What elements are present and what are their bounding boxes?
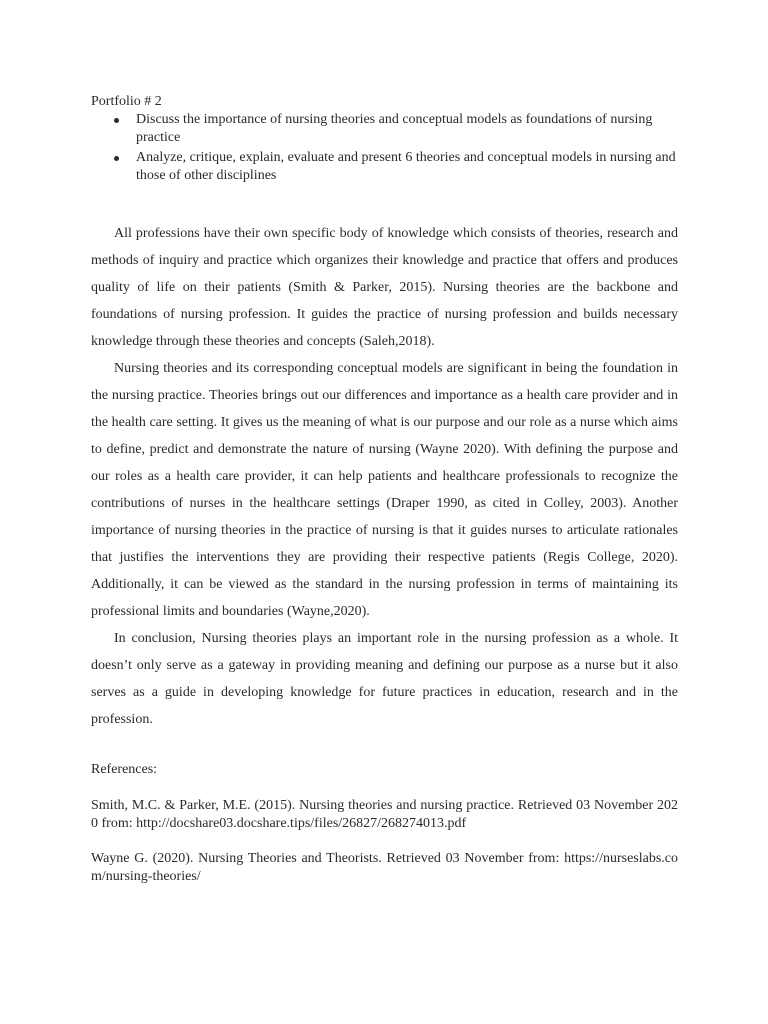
references-heading: References: <box>91 762 158 777</box>
task-list-item <box>91 111 678 147</box>
essay-body <box>91 220 678 733</box>
paragraph-introduction: All professions have their own specific body of knowledge which consists of theories, research and methods of inquiry and practice which organizes their knowledge and practice that offers and produces quality of life on their patients (Smith & Parker, 2015). Nursing theories are the backbone and foundations of nursing profession. It guides the practice of nursing profession and builds necessary knowledge through these theories and concepts (Saleh,2018). <box>91 226 678 349</box>
paragraph-conclusion: In conclusion, Nursing theories plays an important role in the nursing profession as a whole. It doesn’t only serve as a gateway in providing meaning and defining our purpose as a nurse but it also serves as a guide in developing knowledge for future practices in education, research and in the profession. <box>91 631 678 727</box>
task-text: Analyze, critique, explain, evaluate and present 6 theories and conceptual models in nursing and those of other disciplines <box>136 150 676 183</box>
task-list-item <box>91 149 678 185</box>
reference-entry: Wayne G. (2020). Nursing Theories and Theorists. Retrieved 03 November from: https://nurseslabs.com/nursing-theories/ <box>91 851 678 884</box>
task-text: Discuss the importance of nursing theories and conceptual models as foundations of nursing practice <box>136 112 653 145</box>
bullet-icon <box>114 156 119 161</box>
reference-entry: Smith, M.C. & Parker, M.E. (2015). Nursing theories and nursing practice. Retrieved 03 November 2020 from: http://docshare03.docshare.tips/files/26827/268274013.pdf <box>91 798 678 831</box>
paragraph-importance: Nursing theories and its corresponding conceptual models are significant in being the foundation in the nursing practice. Theories brings out our differences and importance as a health care provider and in the health care setting. It gives us the meaning of what is our purpose and our role as a nurse which aims to define, predict and demonstrate the nature of nursing (Wayne 2020). With defining the purpose and our roles as a health care provider, it can help patients and healthcare professionals to recognize the contributions of nurses in the healthcare settings (Draper 1990, as cited in Colley, 2003). Another importance of nursing theories in the practice of nursing is that it guides nurses to articulate rationales that justifies the interventions they are providing their respective patients (Regis College, 2020). Additionally, it can be viewed as the standard in the nursing profession in terms of maintaining its professional limits and boundaries (Wayne,2020). <box>91 361 678 619</box>
document-content <box>91 93 678 886</box>
task-list <box>91 111 678 185</box>
bullet-icon <box>114 118 119 123</box>
portfolio-title: Portfolio # 2 <box>91 94 162 109</box>
